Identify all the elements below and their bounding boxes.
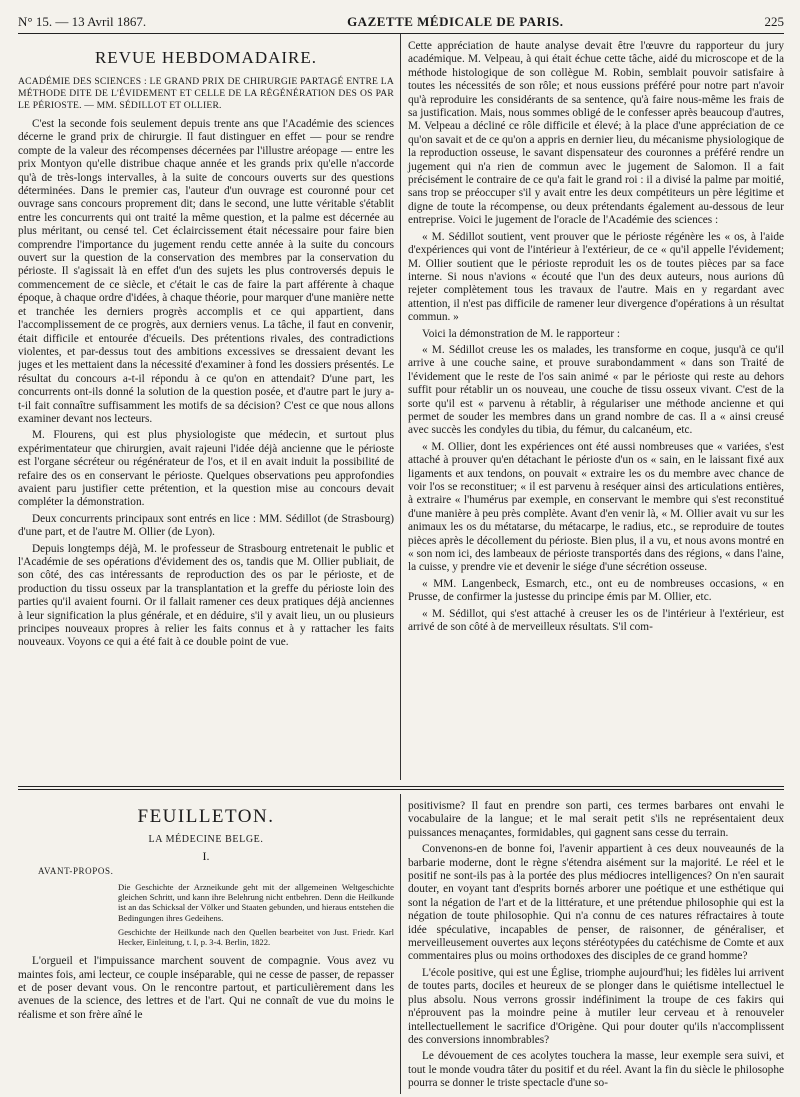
feuilleton-paragraph: L'orgueil et l'impuissance marchent souvent de compagnie. Vous avez vu maintes fois, ami lecteur, ce couple inséparable, qui ne cesse de passer, de repasser et de poser devant vous. On le rencontre partout, et particulièrement dans les avenues de la science, des lettres et de l'art. Qui ne connaît de vue du moins le réalisme et son frère aîné le [18, 955, 394, 1021]
column-divider [400, 34, 401, 780]
epigraph-source: Geschichte der Heilkunde nach den Quellen bearbeitet von Just. Friedr. Karl Hecker, Einleitung, t. I, p. 3-4. Berlin, 1822. [118, 926, 394, 948]
revue-quote: « M. Ollier, dont les expériences ont été aussi nombreuses que « variées, s'est attaché à prouver qu'en détachant le périoste d'un os « sain, en le laissant fixé aux ligaments et aux tendons, on pouvait « extraire les os du membre avec chance de voir l'os se reconstituer; « il est parvenu à reséquer ainsi des articulations entières, à extraire « l'humérus par exemple, en conservant le membre qui s'est reconstitué d'une manière à peu près complète. Avant d'en venir là, « M. Ollier avait vu sur les animaux les os du métatarse, du métacarpe, le radius, etc., se reproduire de toutes pièces après le décollement du périoste. Bien plus, il a vu, et nous avons montré en « son nom ici, des lambeaux de périoste transportés dans des régions, « dans l'aine, la cuisse, y prendre vie et devenir le siége d'une sécrétion osseuse. [408, 440, 784, 574]
journal-title: GAZETTE MÉDICALE DE PARIS. [347, 14, 564, 29]
revue-quote: « M. Sédillot, qui s'est attaché à creuser les os de l'intérieur à l'extérieur, est arrivé de son côté à de merveilleux résultats. S'il com- [408, 607, 784, 634]
newspaper-page [18, 14, 784, 1089]
revue-column-left [18, 40, 394, 653]
revue-paragraph: Cette appréciation de haute analyse devait être l'œuvre du rapporteur du jury académique. M. Velpeau, à qui était échue cette tâche, aidé du microscope et de la méthode histologique de son collègue M. Robin, semblait pouvoir satisfaire à toutes les nécessités de son rôle; et nous eussions préféré pour notre part n'avoir qu'à reproduire les considérants de sa sentence, qu'à faire nous-même les frais de sa justification. Mais, nous sommes obligé de le confesser après beaucoup d'autres, M. Velpeau a décliné ce rôle difficile et élevé; à la place d'une appréciation de ce qu'on savait et de ce qu'on a appris en dernier lieu, du mécanisme physiologique de la reproduction osseuse, le savant dispensateur des couronnes a préféré rendre un jugement qui n'a rien de commun avec le jugement de Salomon. Il a fait précisément le contraire de ce qu'a fait le grand roi : il a divisé la palme par moitié, sans trop se préoccuper s'il y avait entre les deux compétiteurs un père légitime et digne de toute la récompense, ou deux prétendants également au-dessous de leur entreprise. Voici le jugement de l'oracle de l'Académie des sciences : [408, 40, 784, 227]
revue-section [18, 34, 784, 780]
revue-quote: « M. Sédillot soutient, vent prouver que le périoste régénère les « os, à l'aide d'expériences qui vont de l'intérieur à l'extérieur, de ce « qu'il appelle l'évidement; M. Ollier soutient que le périoste reproduit les os de toutes pièces par sa face interne. Si nous n'avions « écouté que l'un des deux auteurs, nous aurions dû rejeter complètement tous les travaux de l'autre. Mais en y regardant avec attention, il n'est pas difficile de ramener leur divergence d'opérations à un résultat commun. » [408, 230, 784, 324]
feuilleton-column-right [408, 800, 784, 1094]
feuilleton-paragraph: Convenons-en de bonne foi, l'avenir appartient à ces deux nouveaunés de la barbarie moderne, dont le règne s'étendra aisément sur la majorité. Le réel et le positif ne sont-ils pas à la portée des plus médiocres intelligences? On n'en saurait douter, en voyant tant d'esprits bornés arborer une poétique et une esthétique qui sont la négation de l'art et de la littérature, et une prétendue philosophie qui est la négation de toute philosophie. Qui n'a connu de ces natures réfractaires à toute idée spéculative, incapables de penser, de raisonner, de généraliser, et merveilleusement ouvertes aux leçons stéréotypées du catéchisme de Comte et aux commentaires plus ou moins orthodoxes des disciples de ce grand homme? [408, 843, 784, 963]
revue-column-right [408, 40, 784, 653]
revue-quote: « MM. Langenbeck, Esmarch, etc., ont eu de nombreuses occasions, « en Prusse, de confirmer la justesse du principe émis par M. Ollier, etc. [408, 577, 784, 604]
epigraph [118, 882, 394, 947]
page-number: 225 [764, 14, 784, 29]
feuilleton-section [18, 794, 784, 1094]
feuilleton-title: FEUILLETON. [137, 806, 275, 827]
revue-title: REVUE HEBDOMADAIRE. [94, 48, 318, 67]
page-header [18, 14, 784, 34]
revue-paragraph: Deux concurrents principaux sont entrés en lice : MM. Sédillot (de Strasbourg) d'une part, et de l'autre M. Ollier (de Lyon). [18, 512, 394, 539]
feuilleton-paragraph: L'école positive, qui est une Église, triomphe aujourd'hui; les fidèles lui arrivent de toutes parts, dociles et heureux de se plonger dans le quiétisme intellectuel le plus absolu. Nous verrons grossir indéfiniment la troupe de ces fakirs qui n'éprouvent pas la moindre peine à mutiler leur cerveau et à renouveler intellectuellement le sacrifice d'Origène. Qui pour douter qu'ils n'accomplissent des conversions innombrables? [408, 966, 784, 1046]
revue-quote: « M. Sédillot creuse les os malades, les transforme en coque, jusqu'à ce qu'il arrive à une couche saine, et prouve surabondamment « dans son Traité de l'évidement que le reste de l'os sain animé « par le périoste qui reste au dehors suffit pour rétablir un os nouveau, une couche de tissu osseux vivant. C'est de la sorte qu'il est « parvenu à rétablir, à régulariser une méthode ancienne et qui permet de souder les membres dans un grand nombre de cas. Il a « ainsi creusé avec succès les condyles du tibia, du fémur, du calcanéum, etc. [408, 343, 784, 437]
issue-date: N° 15. — 13 Avril 1867. [18, 14, 147, 29]
revue-subtitle: ACADÉMIE DES SCIENCES : LE GRAND PRIX DE CHIRURGIE PARTAGÉ ENTRE LA MÉTHODE DITE DE L'ÉVIDEMENT ET CELLE DE LA RÉGÉNÉRATION DES OS PAR LE PÉRIOSTE. — MM. SÉDILLOT ET OLLIER. [18, 76, 394, 111]
section-title: AVANT-PROPOS. [38, 866, 114, 876]
feuilleton-paragraph: positivisme? Il faut en prendre son parti, ces termes barbares ont envahi le vocabulaire de la langue; et le mal serait petit s'ils ne représentaient deux puissances menaçantes, formidables, qui gagnent sans cesse du terrain. [408, 800, 784, 839]
feuilleton-column-left [18, 800, 394, 1094]
section-separator [18, 786, 784, 790]
feuilleton-subtitle: LA MÉDECINE BELGE. [148, 834, 264, 845]
revue-paragraph: M. Flourens, qui est plus physiologiste que médecin, et surtout plus expérimentateur que chirurgien, avait rajeuni l'idée déjà ancienne que le périoste est l'organe sécréteur ou régénérateur de l'os, et il en avait induit la possibilité de refaire des os en conservant le périoste. Quelques observations peu approfondies avaient paru justifier cette prétention, et la question mise au concours devait compléter la démonstration. [18, 429, 394, 509]
section-number: I. [202, 849, 210, 863]
revue-paragraph: C'est la seconde fois seulement depuis trente ans que l'Académie des sciences décerne le grand prix de chirurgie. Il faut distinguer en effet — pour se rendre compte de la valeur des récompenses décernées par l'illustre aréopage — entre les prix Montyon qu'elle distribue chaque année et les grands prix qu'elle n'accorde qu'à de très-longs intervalles, à la suite de concours ouverts sur des questions déterminées. Dans le premier cas, l'auteur d'un ouvrage est couronné pour cet ouvrage sans concours proprement dit; dans le second, une lutte véritable s'établit entre les concurrents qui ont traité la même question, et la palme est décernée au plus méritant, ou censé tel. Cet éclaircissement était nécessaire pour faire bien comprendre l'importance du jugement rendu cette année à la suite du concours ouvert sur la question de la conservation des membres par la conservation du périoste. Il s'agissait là en effet d'un des sujets les plus controversés depuis le commencement de ce siècle, et c'était le cas de faire la part afférente à chaque époque, à chaque ordre d'idées, à chaque théorie, pour marquer d'une manière nette et tranchée les derniers progrès accomplis et ce qui appartient, dans l'accomplissement de ce progrès, aux derniers venus. La tâche, il faut en convenir, était difficile et entourée d'écueils. Des prétentions rivales, des contradictions violentes, et par-dessus tout des ambitions excessives se dressaient devant les juges et les mettaient dans la nécessité d'examiner à fond les dossiers présentés. Le résultat du concours a-t-il répondu à ce qu'on en attendait? D'une part, les concurrents ont-ils donné la solution de la question posée, et d'autre part le jury a-t-il fait connaître suffisamment les motifs de sa décision? C'est ce que nous allons examiner devant nos lecteurs. [18, 118, 394, 425]
feuilleton-paragraph: Le dévouement de ces acolytes touchera la masse, leur exemple sera suivi, et tout le monde voudra tâter du positif et du réel. Avant la fin du siècle le philosophe pourra se donner le triste spectacle d'une so- [408, 1050, 784, 1090]
revue-paragraph: Depuis longtemps déjà, M. le professeur de Strasbourg entretenait le public et l'Académie de ses opérations d'évidement des os, tandis que M. Ollier publiait, de son côté, des cas intéressants de reproduction des os par le périoste, et de production du tissu osseux par la transplantation et la greffe du périoste loin des parties qu'il avaient fourni. Or il fallait ramener ces deux pratiques déjà anciennes à leur signification la plus générale, et en déduire, s'il y avait lieu, un ou plusieurs principes nouveaux propres à relier les faits connus et à y rattacher les faits nouveaux. Voyons ce qui a été fait à ce double point de vue. [18, 542, 394, 649]
column-divider [400, 794, 401, 1094]
revue-paragraph: Voici la démonstration de M. le rapporteur : [422, 327, 621, 340]
epigraph-text: Die Geschichte der Arzneikunde geht mit der allgemeinen Weltgeschichte gleichen Schritt, und kann ihre Belehrung nicht entbehren. Denn die Heilkunde ist an das Schicksal der Völker und Staaten gebunden, und hieraus entstehen die Bedingungen ihres Gedeihens. [118, 882, 394, 923]
